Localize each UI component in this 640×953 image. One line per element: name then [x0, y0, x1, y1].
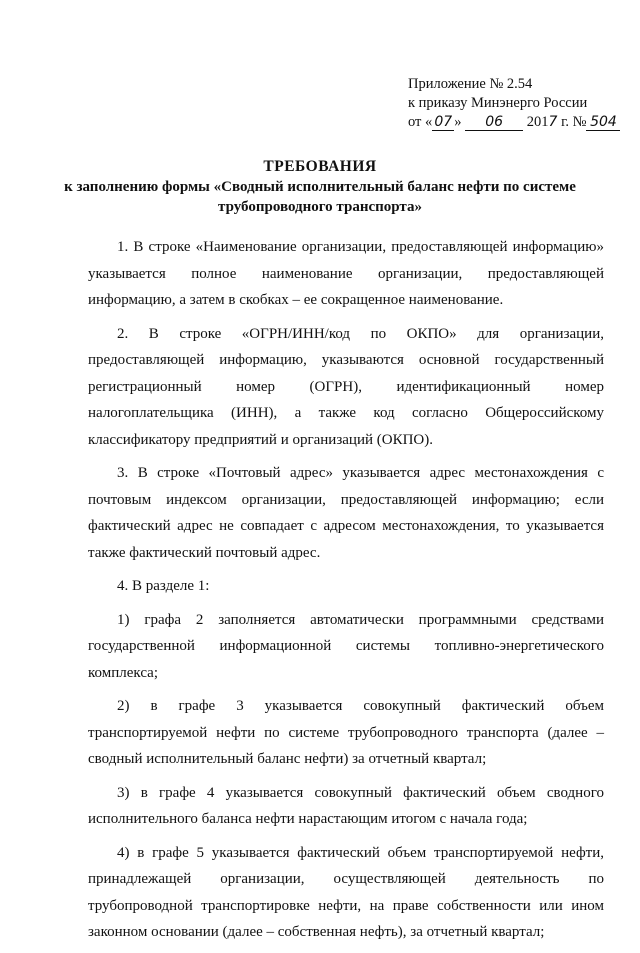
date-mid: »	[454, 114, 466, 130]
order-reference: к приказу Минэнерго России	[408, 95, 588, 111]
document-body	[88, 234, 604, 953]
appendix-number: Приложение № 2.54	[408, 76, 533, 92]
paragraph-4-2: 2) в графе 3 указывается совокупный фактический объем транспортируемой нефти по системе трубопроводного транспорта (далее – сводный исполнительный баланс нефти) за отчетный квартал;	[88, 698, 604, 767]
order-number: 504	[586, 115, 620, 131]
paragraph-4-3: 3) в графе 4 указывается совокупный фактический объем сводного исполнительного баланса нефти нарастающим итогом с начала года;	[88, 784, 604, 827]
number-label: г. №	[557, 114, 587, 130]
paragraph-3: 3. В строке «Почтовый адрес» указывается адрес местонахождения с почтовым индексом организации, предоставляющей информацию; если фактический адрес не совпадает с адресом местонахождения, то указывается также фактический почтовый адрес.	[88, 465, 604, 561]
document-title	[0, 157, 640, 217]
title-line-1: к заполнению формы «Сводный исполнительный баланс нефти по системе	[64, 179, 576, 195]
paragraph-1: 1. В строке «Наименование организации, предоставляющей информацию» указывается полное наименование организации, предоставляющей информацию, а затем в скобках – ее сокращенное наименование.	[88, 239, 604, 308]
paragraph-4: 4. В разделе 1:	[117, 578, 210, 594]
year-prefix: 201	[526, 114, 549, 130]
order-day: 07	[432, 115, 454, 131]
order-year-digit: 7	[548, 114, 558, 130]
paragraph-4-4: 4) в графе 5 указывается фактический объем транспортируемой нефти, принадлежащей организации, осуществляющей деятельность по трубопроводной транспортировке нефти, на праве собственности или ином законном основании (далее – собственная нефть), за отчетный квартал;	[88, 844, 604, 940]
paragraph-4-1: 1) графа 2 заполняется автоматически программными средствами государственной информационной системы топливно-энергетического комплекса;	[88, 611, 604, 681]
paragraph-2: 2. В строке «ОГРН/ИНН/код по ОКПО» для организации, предоставляющей информацию, указываются основной государственный регистрационный номер (ОГРН), идентификационный номер налогоплательщика (ИНН), а также код согласно Общероссийскому классификатору предприятий и организаций (ОКПО).	[88, 325, 604, 448]
appendix-header	[408, 75, 620, 132]
title-main: ТРЕБОВАНИЯ	[263, 158, 377, 175]
order-month: 06	[465, 115, 523, 131]
date-prefix: от «	[408, 114, 433, 130]
title-line-2: трубопроводного транспорта»	[218, 199, 422, 215]
order-date-line	[408, 113, 620, 132]
